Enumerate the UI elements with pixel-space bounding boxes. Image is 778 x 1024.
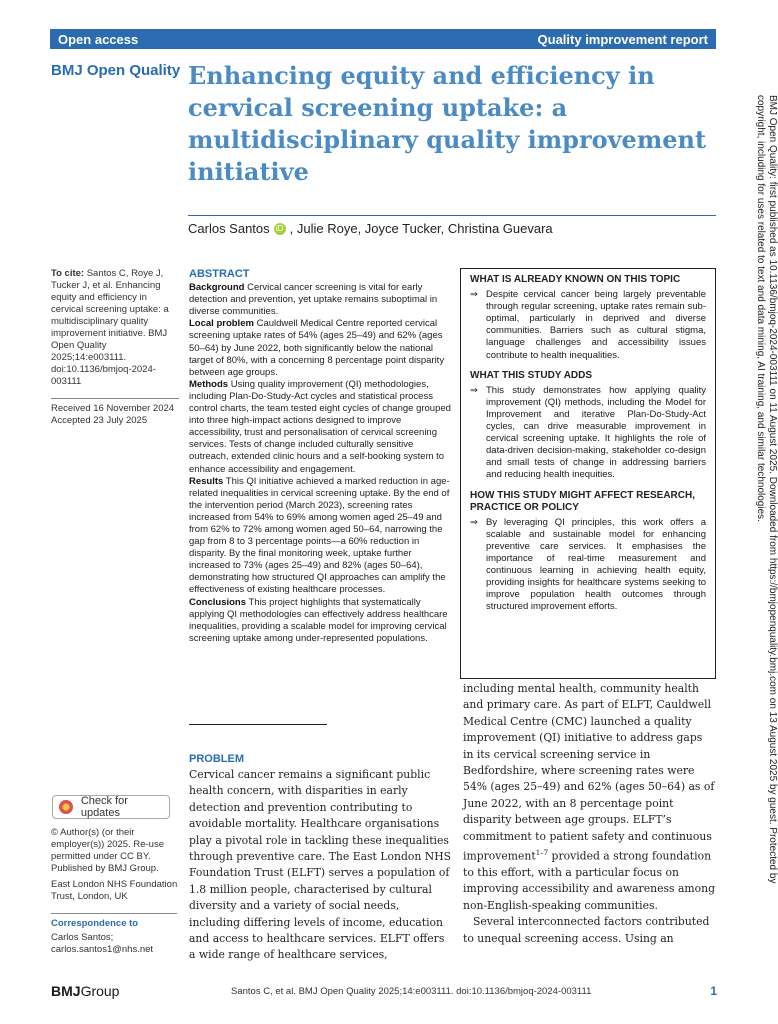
problem-heading: PROBLEM bbox=[189, 753, 244, 765]
orcid-icon[interactable]: iD bbox=[274, 223, 286, 235]
check-for-updates-button[interactable] bbox=[52, 795, 170, 819]
reference-link[interactable]: 1–7 bbox=[535, 849, 549, 858]
body-paragraph: Several interconnected factors contributed to unequal screening access. Using an bbox=[463, 915, 710, 945]
cite-text: Santos C, Roye J, Tucker J, et al. Enhancing equity and efficiency in cervical screening uptake: a multidisciplinary quality improvement initiative. BMJ Open Quality 2025;14:e003111. doi:10.1136/bmjoq-2024-003111 bbox=[51, 268, 169, 387]
abstract-conclusions: Conclusions This project highlights that systematically applying QI methodologies can effectively address healthcare inequalities, providing a scalable model for improving cervical screening uptake among under-represented populations. bbox=[189, 596, 448, 644]
abstract bbox=[189, 268, 451, 645]
key-messages-box bbox=[460, 268, 716, 679]
other-authors: , Julie Roye, Joyce Tucker, Christina Guevara bbox=[289, 221, 553, 236]
article-title: Enhancing equity and efficiency in cervical screening uptake: a multidisciplinary quality improvement initiative bbox=[188, 61, 707, 186]
first-author: Carlos Santos bbox=[188, 221, 270, 236]
dates-block bbox=[51, 398, 179, 427]
page-number: 1 bbox=[710, 984, 717, 998]
title-divider bbox=[188, 215, 716, 216]
bmj-group-logo: BMJGroup bbox=[51, 983, 120, 999]
adds-item: ⇒ This study demonstrates how applying quality improvement (QI) methods, including the Model for Improvement and iterative Plan-Do-Study-Act cycles, can drive measurable improvement in cervical screening uptake. It highlights the role of data-driven decision-making, stakeholder co-design and small tests of change in addressing barriers and reducing health inequities. bbox=[470, 385, 706, 482]
author-list bbox=[188, 221, 553, 236]
article-type-label: Quality improvement report bbox=[537, 31, 708, 47]
correspondence-name: Carlos Santos; bbox=[51, 932, 114, 943]
correspondence-label: Correspondence to bbox=[51, 918, 139, 929]
crossmark-icon bbox=[59, 800, 73, 814]
abstract-local-problem: Local problem Cauldwell Medical Centre reported cervical screening uptake rates of 54% (ages 25–49) and 62% (ages 50–64) by June 2022, both significantly below the national target of 80%, with a concerning 8 percentage point disparity between age groups. bbox=[189, 318, 445, 378]
citation-block bbox=[51, 268, 179, 388]
correspondence-divider bbox=[51, 913, 177, 914]
cite-label: To cite: bbox=[51, 268, 85, 279]
abstract-heading: ABSTRACT bbox=[189, 268, 250, 280]
affect-heading: HOW THIS STUDY MIGHT AFFECT RESEARCH, PRACTICE OR POLICY bbox=[470, 489, 695, 513]
open-access-label: Open access bbox=[58, 31, 139, 47]
check-updates-label: Check for updates bbox=[80, 795, 128, 819]
footer-citation: Santos C, et al. BMJ Open Quality 2025;14:e003111. doi:10.1136/bmjoq-2024-003111 bbox=[231, 985, 592, 997]
known-heading: WHAT IS ALREADY KNOWN ON THIS TOPIC bbox=[470, 274, 681, 285]
body-text-right bbox=[463, 681, 716, 947]
adds-heading: WHAT THIS STUDY ADDS bbox=[470, 369, 593, 381]
body-paragraph: including mental health, community health and primary care. As part of ELFT, Cauldwell Medical Centre (CMC) launched a quality improvement (QI) initiative to address gaps in its cervical screening service in Bedfordshire, where screening rates were 54% (ages 25–49) and 62% (ages 50–64) as of June 2022, with an 8 percentage point disparity between age groups. ELFT’s commitment to patient safety and continuous improvement$^{1-7}$ provided a strong foundation to this effort, with a particular focus on improving accessibility and awareness among non-English-speaking communities. bbox=[463, 682, 716, 912]
correspondence-email[interactable]: carlos.santos1@nhs.net bbox=[51, 944, 154, 955]
side-copyright-notice: BMJ Open Quality: first published as 10.1136/bmjoq-2024-003111 on 11 August 2025. Downloaded from https://bmjopenquality.bmj.com on 13 August 2025 by guest. Protected by copyright, including for uses related to text and data mining, AI training, and similar technologies. bbox=[755, 95, 778, 884]
page-footer bbox=[51, 982, 717, 1000]
correspondence-block bbox=[51, 918, 179, 956]
journal-name: BMJ Open Quality bbox=[51, 62, 181, 79]
affiliation-text: East London NHS Foundation Trust, London, UK bbox=[51, 879, 178, 902]
received-date: Received 16 November 2024 bbox=[51, 403, 175, 414]
affect-item: ⇒ By leveraging QI principles, this work offers a scalable and sustainable model for enhancing preventive care services. It emphasises the importance of real-time measurement and continuous learning in achieving health equity, providing insights for healthcare systems seeking to improve population health outcomes through structured improvement efforts. bbox=[470, 517, 706, 614]
body-text-left: Cervical cancer remains a significant public health concern, with disparities in early detection and prevention contributing to avoidable mortality. Healthcare organisations play a pivotal role in tackling these inequalities through preventive care. The East London NHS Foundation Trust (ELFT) serves a population of 1.8 million people, characterised by cultural diversity and a variety of social needs, including differing levels of income, education and access to healthcare services. ELFT offers a wide range of healthcare services, bbox=[189, 768, 452, 962]
abstract-divider bbox=[189, 724, 327, 725]
known-item: ⇒ Despite cervical cancer being largely preventable through regular screening, uptake rates remain sub-optimal, particularly in deprived and diverse communities. Barriers such as cultural stigma, language challenges and accessibility issues contribute to health inequalities. bbox=[470, 289, 706, 362]
top-banner bbox=[50, 29, 716, 49]
copyright-block bbox=[51, 827, 179, 903]
abstract-background: Background Cervical cancer screening is vital for early detection and prevention, yet uptake remains suboptimal in diverse communities. bbox=[189, 282, 438, 318]
accepted-date: Accepted 23 July 2025 bbox=[51, 415, 148, 426]
abstract-methods: Methods Using quality improvement (QI) methodologies, including Plan-Do-Study-Act cycles and statistical process control charts, the team tested eight cycles of change grouped into three high-impact actions designed to improve accessibility, trust and personalisation of cervical screening services. Tests of change included culturally sensitive outreach, extended clinic hours and a self-booking system to enhance accessibility and engagement. bbox=[189, 378, 451, 475]
abstract-results: Results This QI initiative achieved a marked reduction in age-related inequalities in cervical screening uptake. By the end of the intervention period (March 2023), screening rates increased from 54% to 69% among women aged 25–49 and from 62% to 72% among women aged 50–64, narrowing the gap from 8 to 3 percentage points—a 60% reduction in disparity. By the final monitoring week, uptake further increased to 73% (ages 25–49) and 82% (ages 50–64), demonstrating how structured QI approaches can amplify the effectiveness of existing healthcare processes. bbox=[189, 475, 450, 596]
copyright-text: © Author(s) (or their employer(s)) 2025. Re-use permitted under CC BY. Published by BMJ Group. bbox=[51, 827, 164, 874]
